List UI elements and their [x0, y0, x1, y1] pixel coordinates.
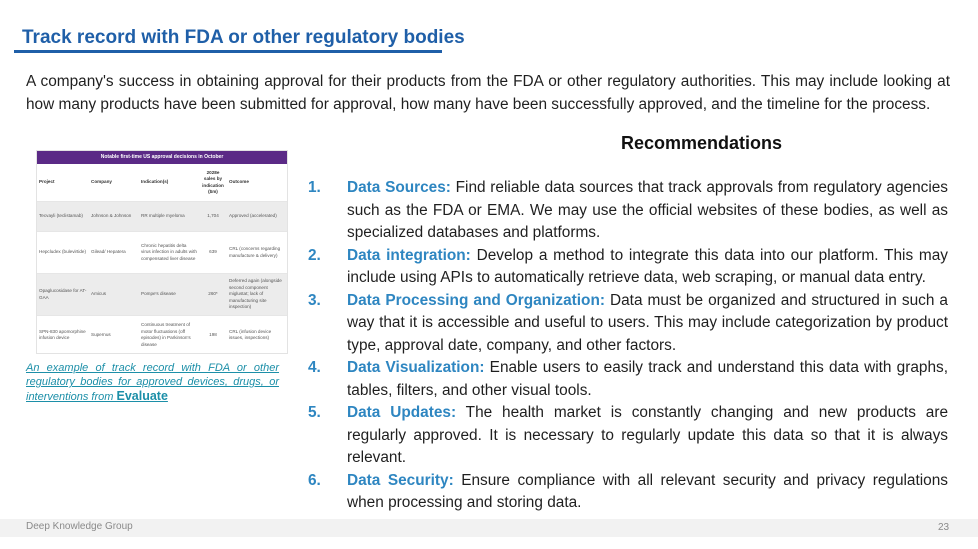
- table-cell: SPN-830 apomorphine infusion device: [39, 328, 86, 340]
- table-cell: Amicus: [91, 291, 107, 297]
- table-row: [37, 202, 287, 232]
- footer-organization: Deep Knowledge Group: [26, 521, 133, 532]
- item-label: Data Updates:: [347, 404, 457, 421]
- item-label: Data Processing and Organization:: [347, 291, 605, 309]
- recommendation-item: [308, 357, 948, 402]
- recommendation-item: [308, 245, 948, 290]
- recommendation-item: [308, 402, 948, 470]
- table-header-cell: Indication(s): [141, 179, 169, 185]
- item-number: 5.: [308, 404, 321, 421]
- table-cell: Deferred again (alongside second component miglustat; lack of manufacturing site inspection): [229, 278, 282, 310]
- recommendation-item: [308, 290, 948, 358]
- table-cell: 639: [209, 249, 217, 255]
- table-cell: Gilead/ Hepatera: [91, 249, 126, 255]
- intro-paragraph: A company's success in obtaining approval for their products from the FDA or other regulatory authorities. This may include looking at how many products have been submitted for approval, how many have been successfully approved, and the timeline for the process.: [26, 73, 950, 113]
- table-cell: Hepcludex (bulevirtide): [39, 249, 86, 255]
- table-cell: CRL (concerns regarding manufacture & delivery): [229, 246, 281, 258]
- table-header-cell: Company: [91, 179, 112, 185]
- item-text: The health market is constantly changing and new products are regularly approved. It is necessary to regularly update this data so that it is always relevant.: [347, 404, 948, 466]
- table-row: [37, 316, 287, 354]
- item-number: 4.: [308, 359, 321, 376]
- item-text: Find reliable data sources that track approvals from regulatory agencies such as the FDA or EMA. We may use the official websites of these bodies, as well as specialized databases and platforms.: [347, 179, 949, 241]
- table-cell: Continuous treatment of motor fluctuations (off episodes) in Parkinson's disease: [141, 322, 191, 347]
- item-number: 3.: [308, 291, 321, 309]
- item-label: Data Visualization:: [347, 359, 485, 376]
- page-number: 23: [938, 522, 950, 533]
- table-cell: CRL (infusion device issues, inspections): [229, 328, 272, 340]
- table-row: [37, 274, 287, 316]
- table-cell: 198: [209, 331, 217, 337]
- recommendation-item: [308, 470, 948, 515]
- evaluate-link[interactable]: Evaluate: [116, 389, 168, 403]
- recommendations-heading: Recommendations: [621, 133, 783, 153]
- table-banner: Notable first-time US approval decisions in October: [37, 151, 287, 164]
- item-text: Enable users to easily track and understand this data with graphs, tables, filters, and other visual tools.: [347, 359, 948, 399]
- item-text: Data must be organized and structured in such a way that it is accessible and useful to users. This may include categorization by product type, approval date, company, and other factors.: [347, 291, 948, 354]
- table-caption[interactable]: [26, 361, 279, 404]
- slide-title: Track record with FDA or other regulatory bodies: [22, 27, 465, 48]
- table-header-cell: Outcome: [229, 179, 249, 185]
- table-cell: Johnson & Johnson: [91, 213, 132, 219]
- footer-bar: [0, 519, 978, 537]
- table-cell: Tecvayli (teclistamab): [39, 213, 83, 219]
- item-body: [347, 290, 948, 358]
- item-text: Develop a method to integrate this data into our platform. This may include using APIs to automatically retrieve data, web scraping, or manual data entry.: [347, 246, 948, 286]
- table-cell: Opaglucosidase for AT-GAA: [39, 288, 87, 300]
- item-body: [347, 177, 948, 245]
- table-header-cell: 2028e sales by indication ($m): [202, 169, 224, 194]
- item-number: 6.: [308, 471, 321, 489]
- table-cell: RR multiple myeloma: [141, 213, 185, 219]
- caption-text[interactable]: An example of track record with FDA or other regulatory bodies for approved devices, drugs, or interventions from: [26, 362, 279, 403]
- item-number: 1.: [308, 179, 321, 196]
- item-body: [347, 245, 948, 290]
- table-header-cell: Project: [39, 179, 55, 185]
- table-cell: Pompe's disease: [141, 291, 176, 297]
- table-cell: 260*: [208, 291, 218, 297]
- item-label: Data Sources:: [347, 179, 451, 196]
- table-header-row: [37, 164, 287, 202]
- table-cell: 1,704: [207, 213, 219, 219]
- recommendations-list: [308, 177, 948, 515]
- table-cell: Approved (accelerated): [229, 213, 277, 219]
- recommendation-item: [308, 177, 948, 245]
- item-body: [347, 402, 948, 470]
- table-cell: Supernus: [91, 331, 111, 337]
- table-cell: Chronic hepatitis delta virus infection in adults with compensated liver disease: [141, 242, 197, 261]
- approval-table-image: [36, 150, 288, 354]
- item-number: 2.: [308, 246, 321, 264]
- item-label: Data integration:: [347, 246, 471, 264]
- item-label: Data Security:: [347, 471, 454, 489]
- table-row: [37, 232, 287, 274]
- item-text: Ensure compliance with all relevant security and privacy regulations when processing and storing data.: [347, 471, 948, 511]
- title-underline: [14, 50, 442, 53]
- item-body: [347, 470, 948, 515]
- item-body: [347, 357, 948, 402]
